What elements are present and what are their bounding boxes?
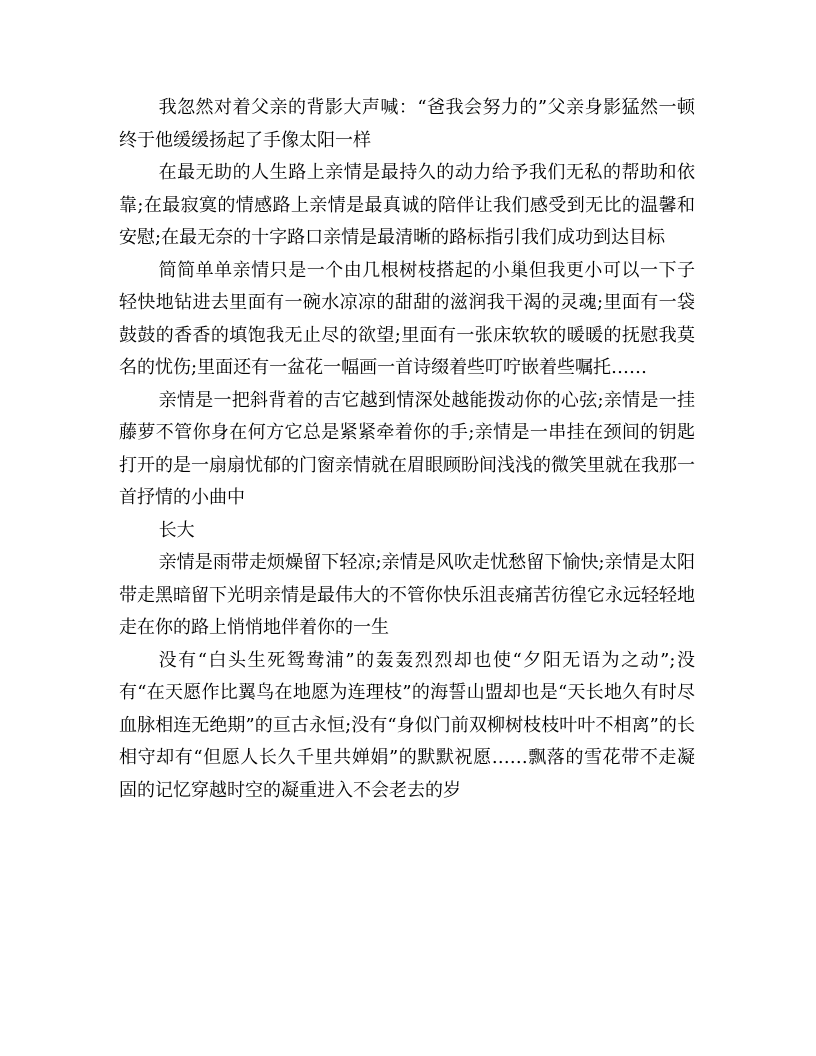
paragraph-guitar: 亲情是一把斜背着的吉它越到情深处越能拨动你的心弦;亲情是一挂藤萝不管你身在何方它总是紧紧牵着你的手;亲情是一串挂在颈间的钥匙打开的是一扇扇忧郁的门窗亲情就在眉眼顾盼间浅浅的微笑里就在我那一首抒情的小曲中 (119, 389, 695, 508)
paragraph-no-passion: 没有“白头生死鸳鸯浦”的轰轰烈烈却也使“夕阳无语为之动”;没有“在天愿作比翼鸟在地愿为连理枝”的海誓山盟却也是“天长地久有时尽血脉相连无绝期”的亘古永恒;没有“身似门前双柳树枝枝叶叶不相离”的长相守却有“但愿人长久千里共婵娟”的默默祝愿……飘落的雪花带不走凝固的记忆穿越时空的凝重进入不会老去的岁 (119, 649, 695, 801)
document-body (119, 92, 695, 807)
paragraph-rain-wind-sun: 亲情是雨带走烦燥留下轻凉;亲情是风吹走忧愁留下愉快;亲情是太阳带走黑暗留下光明亲情是最伟大的不管你快乐沮丧痛苦彷徨它永远轻轻地走在你的路上悄悄地伴着你的一生 (119, 552, 695, 638)
paragraph-grow-up: 长大 (158, 519, 195, 541)
paragraph-father-shout: 我忽然对着父亲的背影大声喊：“爸我会努力的”父亲身影猛然一顿终于他缓缓扬起了手像太阳一样 (119, 97, 695, 151)
paragraph-small-nest: 简简单单亲情只是一个由几根树枝搭起的小巢但我更小可以一下子轻快地钻进去里面有一碗水凉凉的甜甜的滋润我干渴的灵魂;里面有一袋鼓鼓的香香的填饱我无止尽的欲望;里面有一张床软软的暖暖的抚慰我莫名的忧伤;里面还有一盆花一幅画一首诗缀着些叮咛嵌着些嘱托…… (119, 259, 695, 378)
paragraph-helpless-road: 在最无助的人生路上亲情是最持久的动力给予我们无私的帮助和依靠;在最寂寞的情感路上亲情是最真诚的陪伴让我们感受到无比的温馨和安慰;在最无奈的十字路口亲情是最清晰的路标指引我们成功到达目标 (119, 162, 695, 248)
